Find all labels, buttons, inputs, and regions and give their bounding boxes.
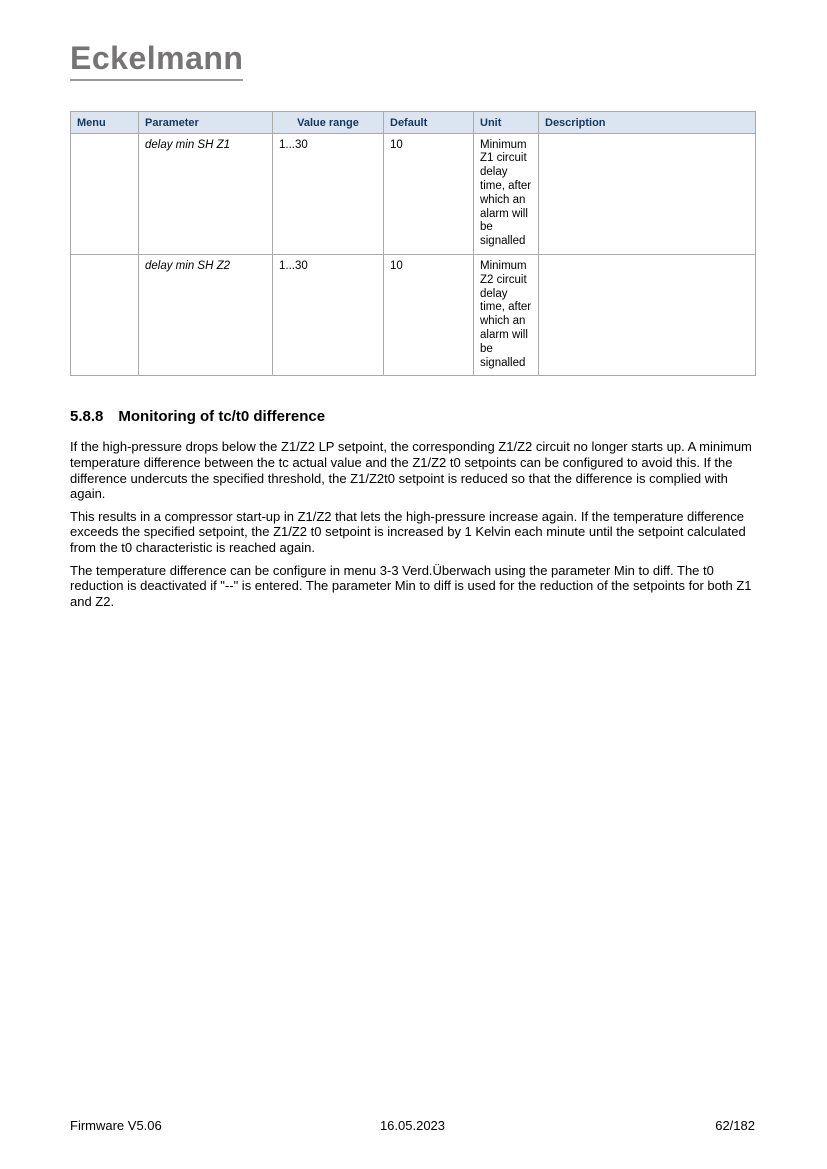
col-header-parameter: Parameter (139, 111, 273, 133)
cell-parameter: delay min SH Z2 (139, 254, 273, 375)
cell-parameter: delay min SH Z1 (139, 133, 273, 254)
paragraph: The temperature difference can be configure in menu 3-3 Verd.Überwach using the parameter Min to diff. The t0 reduction is deactivated if "--" is entered. The parameter Min to diff is used for the reduction of the setpoints for both Z1 and Z2. (70, 562, 752, 609)
section-heading (70, 408, 755, 425)
col-header-default: Default (384, 111, 474, 133)
section-body (70, 439, 755, 609)
table-header-row (71, 111, 756, 133)
cell-unit: Minimum Z2 circuit delay time, after which an alarm will be signalled (474, 254, 539, 375)
table-row (71, 133, 756, 254)
cell-menu (71, 133, 139, 254)
cell-description (539, 254, 756, 375)
cell-unit: Minimum Z1 circuit delay time, after which an alarm will be signalled (474, 133, 539, 254)
cell-value-range: 1...30 (273, 133, 384, 254)
parameter-table (70, 111, 756, 377)
cell-menu (71, 254, 139, 375)
eckelmann-logo: Eckelmann (70, 42, 243, 81)
table-row (71, 254, 756, 375)
paragraph: If the high-pressure drops below the Z1/Z2 LP setpoint, the corresponding Z1/Z2 circuit no longer starts up. A minimum temperature difference between the tc actual value and the Z1/Z2 t0 setpoints can be configured to avoid this. If the difference undercuts the specified threshold, the Z1/Z2t0 setpoint is reduced so that the difference is complied with again. (70, 439, 752, 502)
page-footer (70, 1118, 755, 1133)
header (70, 42, 243, 81)
footer-page-number: 62/182 (715, 1118, 755, 1133)
section-title: Monitoring of tc/t0 difference (118, 408, 326, 426)
footer-firmware-version: Firmware V5.06 (70, 1118, 162, 1133)
cell-default: 10 (384, 254, 474, 375)
footer-date: 16.05.2023 (379, 1118, 446, 1133)
cell-value-range: 1...30 (273, 254, 384, 375)
col-header-unit: Unit (474, 111, 539, 133)
section-number: 5.8.8 (70, 408, 104, 426)
col-header-menu: Menu (71, 111, 139, 133)
cell-default: 10 (384, 133, 474, 254)
col-header-value-range: Value range (273, 111, 384, 133)
cell-description (539, 133, 756, 254)
paragraph: This results in a compressor start-up in Z1/Z2 that lets the high-pressure increase again. If the temperature difference exceeds the specified setpoint, the Z1/Z2 t0 setpoint is increased by 1 Kelvin each minute until the setpoint calculated from the t0 characteristic is reached again. (70, 508, 746, 555)
col-header-description: Description (539, 111, 756, 133)
